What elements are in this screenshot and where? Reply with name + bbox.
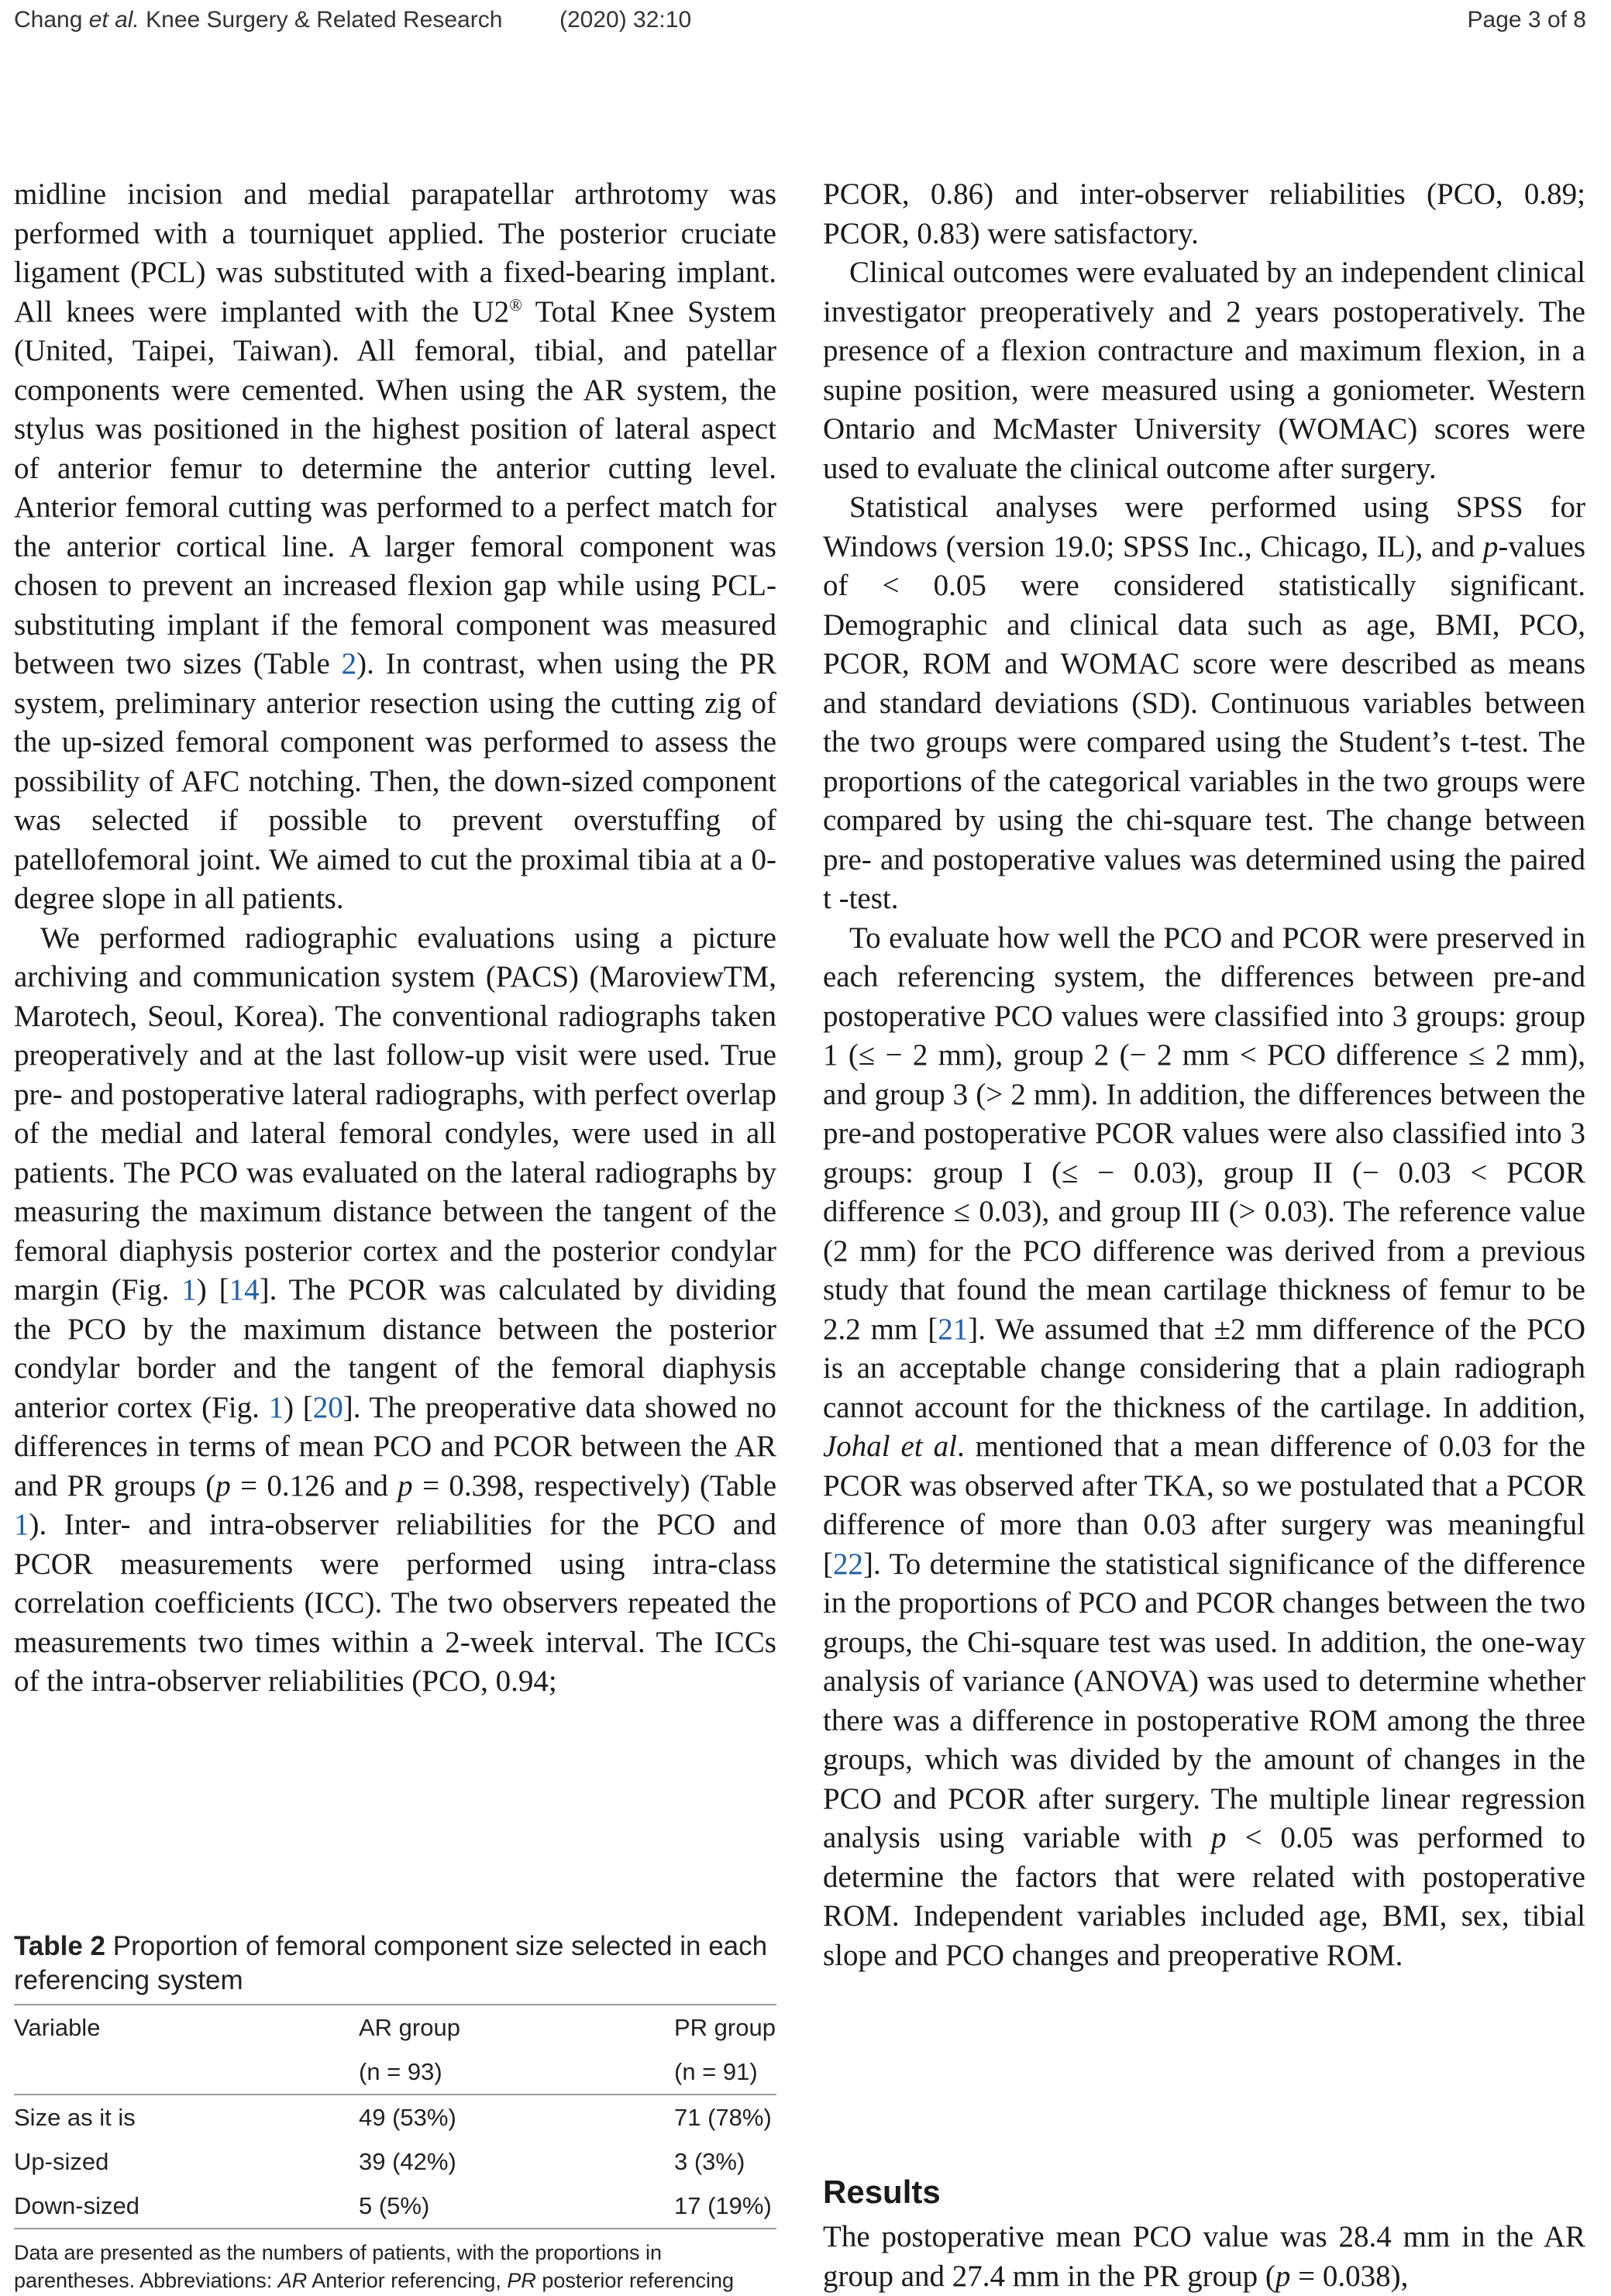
table-cell: Up-sized — [14, 2147, 109, 2175]
citation-link[interactable]: 21 — [938, 1312, 969, 1346]
paragraph: midline incision and medial parapatellar arthrotomy was performed with a tourniquet applied. The posterior cruciate ligament (PCL) was substituted with a fixed-bearing implant. All knees were implanted with the U2® Total Knee System (United, Taipei, Taiwan). All femoral, tibial, and patellar components were cemented. When using the AR system, the stylus was positioned in the highest position of lateral aspect of anterior femur to determine the anterior cutting level. Anterior femoral cutting was performed to a perfect match for the anterior cortical line. A larger femoral component was chosen to prevent an increased flexion gap while using PCL-substituting implant if the femoral component was measured between two sizes (Table 2). In contrast, when using the PR system, preliminary anterior resection using the cutting zig of the up-sized femoral component was performed to assess the possibility of AFC notching. Then, the down-sized component was selected if possible to prevent overstuffing of patellofemoral joint. We aimed to cut the proximal tibia at a 0-degree slope in all patients. — [14, 177, 776, 915]
figure-link[interactable]: 1 — [181, 1273, 197, 1306]
table-cell: 3 (3%) — [674, 2147, 745, 2175]
table-cell: 49 (53%) — [359, 2103, 456, 2131]
header-cell: (n = 93) — [359, 2050, 674, 2095]
paragraph: We performed radiographic evaluations using a picture archiving and communication system (PACS) (MaroviewTM, Marotech, Seoul, Korea). The conventional radiographs taken preoperatively and at the last follow-up visit were used. True pre- and postoperative lateral radiographs, with perfect overlap of the medial and lateral femoral condyles, were used in all patients. The PCO was evaluated on the lateral radiographs by measuring the maximum distance between the tangent of the femoral diaphysis posterior cortex and the posterior condylar margin (Fig. 1) [14]. The PCOR was calculated by dividing the PCO by the maximum distance between the posterior condylar border and the tangent of the femoral diaphysis anterior cortex (Fig. 1) [20]. The preoperative data showed no differences in terms of mean PCO and PCOR between the AR and PR groups (p = 0.126 and p = 0.398, respectively) (Table 1). Inter- and intra-observer reliabilities for the PCO and PCOR measurements were performed using intra-class correlation coefficients (ICC). The two observers repeated the measurements two times within a 2-week interval. The ICCs of the intra-observer reliabilities (PCO, 0.94; — [14, 921, 776, 1698]
table-subheader-row — [14, 2050, 776, 2095]
header-cell: PR group — [674, 2013, 776, 2041]
table-footnote: Data are presented as the numbers of patients, with the proportions in parentheses. Abbreviations: AR Anterior referencing, PR posterior referencing — [14, 2241, 735, 2292]
table-caption: Table 2 Proportion of femoral component size selected in each referencing system — [14, 1929, 776, 2005]
results-paragraph: The postoperative mean PCO value was 28.4 mm in the AR group and 27.4 mm in the PR group (p = 0.038), — [823, 2220, 1585, 2293]
table-2 — [14, 1929, 776, 2294]
table-cell: 17 (19%) — [674, 2184, 776, 2229]
left-column — [14, 175, 776, 1702]
volume-info: (2020) 32:10 — [559, 7, 692, 33]
header-cell: (n = 91) — [674, 2050, 776, 2095]
paragraph: To evaluate how well the PCO and PCOR were preserved in each referencing system, the differences between pre-and postoperative PCO values were classified into 3 groups: group 1 (≤ − 2 mm), group 2 (− 2 mm < PCO difference ≤ 2 mm), and group 3 (> 2 mm). In addition, the differences between the pre-and postoperative PCOR values were also classified into 3 groups: group I (≤ − 0.03), group II (− 0.03 < PCOR difference ≤ 0.03), and group III (> 0.03). The reference value (2 mm) for the PCO difference was derived from a previous study that found the mean cartilage thickness of femur to be 2.2 mm [21]. We assumed that ±2 mm difference of the PCO is an acceptable change considering that a plain radiograph cannot account for the thickness of the cartilage. In addition, Johal et al. mentioned that a mean difference of 0.03 for the PCOR was observed after TKA, so we postulated that a PCOR difference of more than 0.03 after surgery was meaningful [22]. To determine the statistical significance of the difference in the proportions of PCO and PCOR changes between the two groups, the Chi-square test was used. In addition, the one-way analysis of variance (ANOVA) was used to determine whether there was a difference in postoperative ROM among the three groups, which was divided by the amount of changes in the PCO and PCOR after surgery. The multiple linear regression analysis using variable with p < 0.05 was performed to determine the factors that were related with postoperative ROM. Independent variables included age, BMI, sex, tibial slope and PCO changes and preoperative ROM. — [823, 921, 1585, 1972]
table-cell: Size as it is — [14, 2103, 136, 2131]
figure-link[interactable]: 1 — [268, 1390, 284, 1424]
citation-link[interactable]: 22 — [833, 1547, 863, 1581]
table-cell: 39 (42%) — [359, 2147, 456, 2175]
data-table — [14, 2005, 776, 2229]
table-cell: Down-sized — [14, 2184, 359, 2229]
header-cell: AR group — [359, 2013, 460, 2041]
table-header-row — [14, 2005, 776, 2050]
table-link[interactable]: 2 — [341, 647, 357, 680]
paragraph: Statistical analyses were performed using SPSS for Windows (version 19.0; SPSS Inc., Chicago, IL), and p-values of < 0.05 were considered statistically significant. Demographic and clinical data such as age, BMI, PCO, PCOR, ROM and WOMAC score were described as means and standard deviations (SD). Continuous variables between the two groups were compared using the Student’s t-test. The proportions of the categorical variables in the two groups were compared by using the chi-square test. The change between pre- and postoperative values was determined using the paired t -test. — [823, 491, 1585, 915]
citation-link[interactable]: 14 — [229, 1273, 260, 1306]
page-header — [0, 0, 1611, 46]
table-link[interactable]: 1 — [14, 1508, 29, 1541]
paragraph: PCOR, 0.86) and inter-observer reliabilities (PCO, 0.89; PCOR, 0.83) were satisfactory. — [823, 177, 1585, 250]
citation-link[interactable]: 20 — [312, 1390, 343, 1424]
header-cell — [14, 2050, 359, 2095]
table-cell: 5 (5%) — [359, 2184, 674, 2229]
table-cell: 71 (78%) — [674, 2103, 772, 2131]
right-column — [823, 175, 1585, 1975]
table-row — [14, 2184, 776, 2229]
results-heading: Results — [823, 2174, 941, 2210]
paragraph: Clinical outcomes were evaluated by an independent clinical investigator preoperatively and 2 years postoperatively. The presence of a flexion contracture and maximum flexion, in a supine position, were measured using a goniometer. Western Ontario and McMaster University (WOMAC) scores were used to evaluate the clinical outcome after surgery. — [823, 256, 1585, 485]
table-row — [14, 2095, 776, 2139]
table-row — [14, 2139, 776, 2184]
journal-citation: Chang et al. Knee Surgery & Related Research — [14, 7, 503, 33]
header-cell: Variable — [14, 2013, 101, 2041]
page-number: Page 3 of 8 — [1467, 7, 1586, 33]
